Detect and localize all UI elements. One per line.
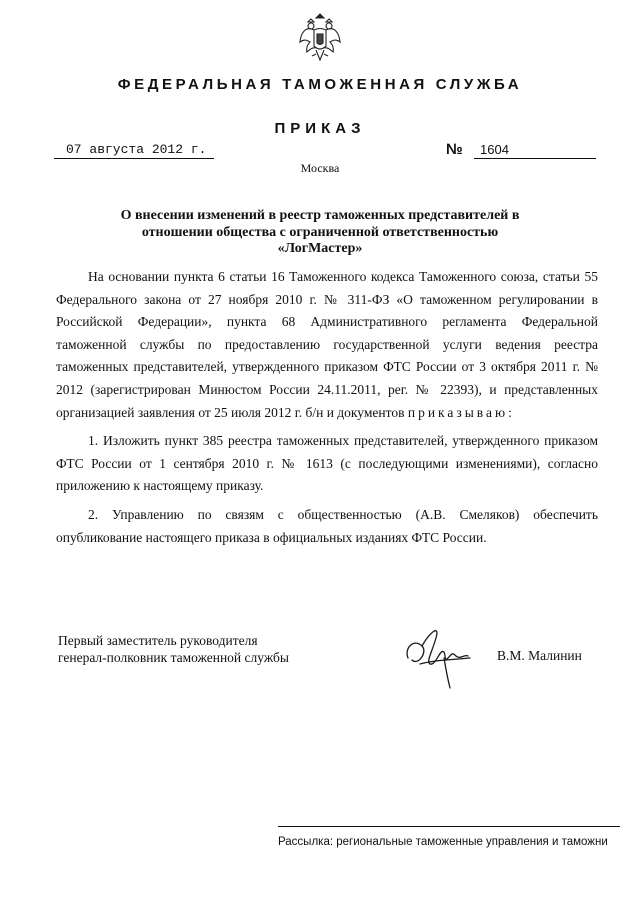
order-date: 07 августа 2012 г. <box>54 142 214 159</box>
preamble-text: На основании пункта 6 статьи 16 Таможенного кодекса Таможенного союза, статьи 55 Федерального закона от 27 ноября 2010 г. № 311-ФЗ «О таможенном регулировании в Российской Федерации», пункта 68 Административного регламента Федеральной таможенной службы по предоставлению государственной услуги ведения реестра таможенных представителей, утвержденного приказом ФТС России от 3 октября 2011 г. № 2012 (зарегистрирован Минюстом России 24.11.2011, рег. № 22393), и представленных организацией заявления от 25 июля 2012 г. б/н и документов <box>56 269 598 420</box>
item-2: 2. Управлению по связям с общественностью (А.В. Смеляков) обеспечить опубликование настоящего приказа в официальных изданиях ФТС России. <box>56 506 598 545</box>
title-line-3: «ЛогМастер» <box>277 241 363 256</box>
distribution-list: Рассылка: региональные таможенные управления и таможни <box>278 836 608 848</box>
agency-name: ФЕДЕРАЛЬНАЯ ТАМОЖЕННАЯ СЛУЖБА <box>117 76 523 93</box>
signer-position-line-2: генерал-полковник таможенной службы <box>58 650 289 665</box>
signer-position-line-1: Первый заместитель руководителя <box>58 633 258 648</box>
preamble-paragraph <box>56 266 598 424</box>
signature-icon <box>400 618 480 698</box>
order-number <box>474 142 596 159</box>
signer-position <box>58 632 289 666</box>
city: Москва <box>300 161 340 175</box>
order-title <box>80 208 560 258</box>
order-word: приказываю: <box>407 404 515 420</box>
document-type: ПРИКАЗ <box>274 120 366 137</box>
title-line-2: отношении общества с ограниченной ответственностью <box>141 224 499 240</box>
footer-divider <box>278 826 620 827</box>
emblem-icon <box>298 12 342 64</box>
number-label: № <box>446 141 463 158</box>
title-line-1: О внесении изменений в реестр таможенных представителей в <box>120 208 520 223</box>
order-number-value: 1604 <box>480 142 509 157</box>
signer-name: В.М. Малинин <box>497 648 582 663</box>
item-1: 1. Изложить пункт 385 реестра таможенных представителей, утвержденного приказом ФТС России от 1 сентября 2010 г. № 1613 (с последующими изменениями), согласно приложению к настоящему приказу. <box>56 433 598 494</box>
order-body <box>56 266 598 549</box>
